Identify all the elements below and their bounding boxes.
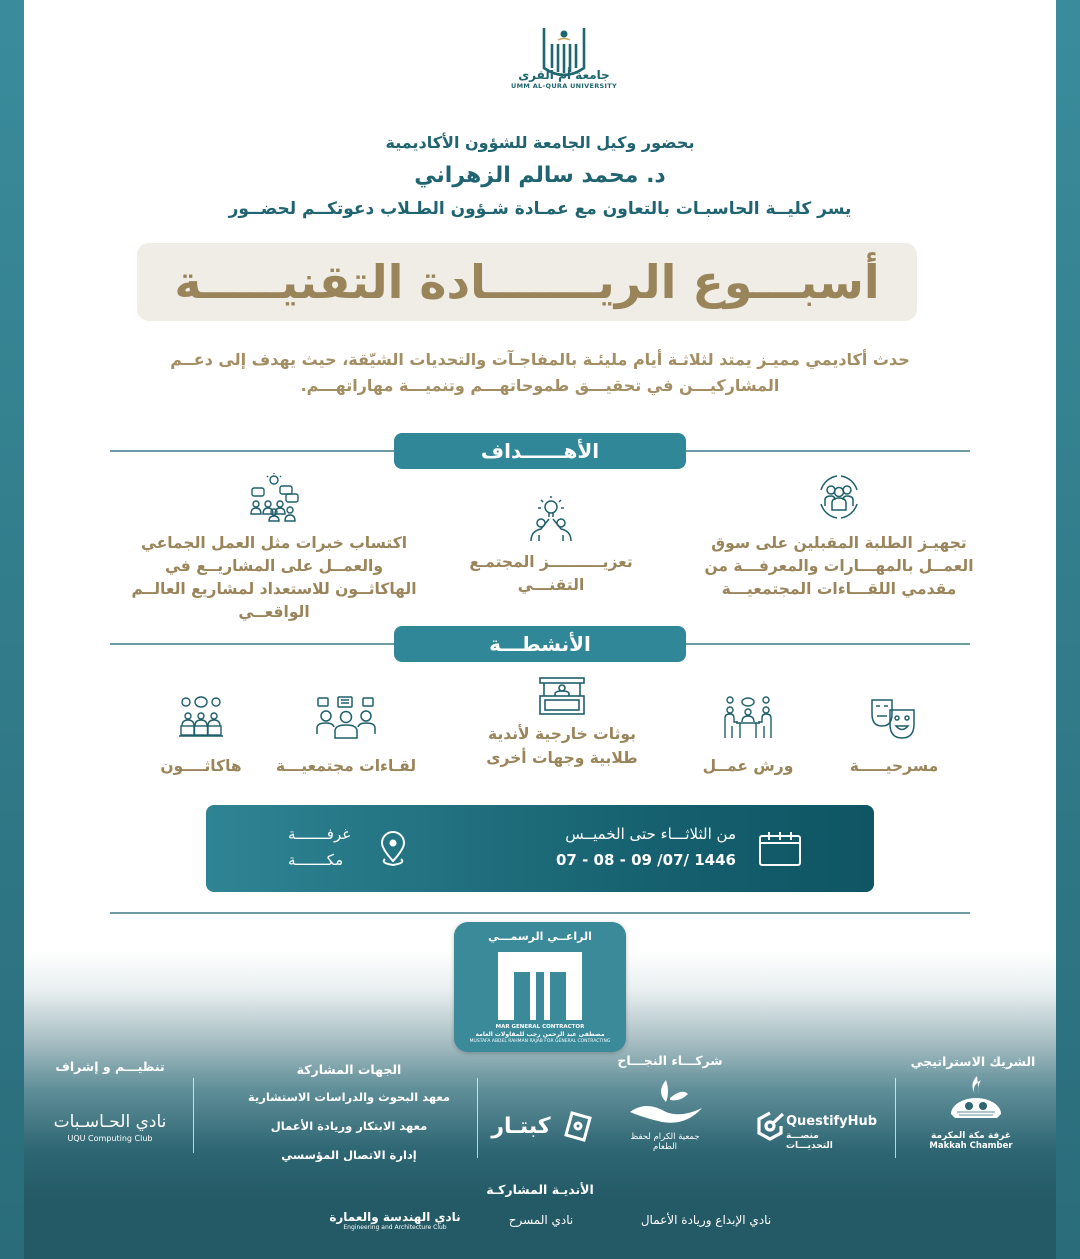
theater-masks-icon xyxy=(868,696,920,740)
activities-heading: الأنشطـــة xyxy=(394,626,686,662)
entity-item: معهد البحوث والدراسات الاستشارية xyxy=(247,1090,451,1104)
footer-separator xyxy=(895,1078,896,1158)
sponsor-name-ar: مصطفى عبد الرحمن رجب للمقاولات العامة xyxy=(475,1031,605,1038)
sponsor-divider xyxy=(110,912,970,914)
sponsor-name-en-full: MUSTAFA ABDEL RAHMAN RAJAB FOR GENERAL CONTRACTING xyxy=(469,1039,611,1044)
guest-name: د. محمد سالم الزهراني xyxy=(414,163,666,188)
team-cycle-icon xyxy=(811,472,867,522)
questifyhub-name: QuestifyHub xyxy=(786,1114,878,1129)
computing-club-name-en: UQU Computing Club xyxy=(67,1134,153,1143)
activity-text: مسرحيـــــة xyxy=(849,757,939,775)
questifyhub-subtitle: منصـــة التحديـــات xyxy=(786,1131,833,1151)
participating-entities-heading: الجهات المشاركة xyxy=(296,1062,402,1077)
attendance-line: بحضور وكيل الجامعة للشؤون الأكاديمية xyxy=(385,133,695,152)
location-pin-icon xyxy=(378,831,408,867)
computing-club-name-ar: نادي الحـاسـبات xyxy=(53,1112,167,1132)
club-item: نادي الإبداع وريادة الأعمال xyxy=(640,1213,772,1227)
kuttar-name: كبتـار xyxy=(491,1114,551,1139)
makkah-chamber-logo xyxy=(941,1074,1011,1132)
sponsor-name-en: MAR GENERAL CONTRACTOR xyxy=(495,1024,585,1030)
makkah-chamber-name-ar: غرفة مكة المكرمة xyxy=(931,1131,1011,1141)
entity-item: معهد الابتكار وريادة الأعمال xyxy=(270,1119,428,1133)
questifyhub-logo-icon xyxy=(756,1110,786,1142)
club-item: نادي المسرح xyxy=(508,1213,574,1227)
event-info-box xyxy=(206,805,874,892)
clubs-heading: الأنديـة المشاركـة xyxy=(486,1182,594,1197)
community-meeting-icon xyxy=(315,696,377,740)
official-sponsor-card xyxy=(454,922,626,1052)
logo-name-ar: جامعة أم القرى xyxy=(518,68,610,82)
hackathon-icon xyxy=(176,696,226,740)
organizer-heading: تنظيـــم و إشراف xyxy=(55,1059,165,1074)
activity-item xyxy=(256,696,436,778)
club-item-subtitle: Engineering and Architecture Club xyxy=(343,1224,447,1231)
makkah-chamber-name-en: Makkah Chamber xyxy=(929,1141,1013,1151)
activity-item xyxy=(136,696,266,778)
event-dates: 07 - 08 - 09 /07/ 1446 xyxy=(556,851,736,869)
activity-text: لقـاءات مجتمعيـــة xyxy=(275,757,417,775)
location-line-2: مكـــــــة xyxy=(288,851,344,869)
goal-text: تجهيـز الطلبة المقبلين على سوق العمــل بالمهـــارات والمعرفـــة من مقدمي اللقـــاءات المجتمعيـــة xyxy=(704,534,974,598)
kuttar-logo-icon xyxy=(562,1110,594,1144)
activity-text: هاكاثــــون xyxy=(160,757,242,775)
food-charity-name: جمعية الكرام لحفظ الطعام xyxy=(630,1132,700,1152)
booth-icon xyxy=(538,676,586,716)
goal-text: اكتساب خبرات مثل العمل الجماعي والعمــل على المشاريــع في الهاكاثــون للاستعداد لمشاريع العالــم الواقعــي xyxy=(131,534,417,621)
activity-text: ورش عمــل xyxy=(702,757,794,775)
activity-text: بوثات خارجية لأندية طلابية وجهات أخرى xyxy=(486,725,638,767)
sponsor-label: الراعــي الرسمـــي xyxy=(488,930,592,943)
food-charity-logo xyxy=(626,1078,706,1128)
calendar-icon xyxy=(758,831,802,867)
strategic-partner-heading: الشريك الاستراتيجي xyxy=(910,1054,1036,1069)
footer-separator xyxy=(193,1078,194,1153)
goal-item xyxy=(451,495,651,597)
idea-team-icon xyxy=(525,495,577,543)
frame-left-border xyxy=(0,0,24,1259)
success-partners-heading: شركـــاء النجـــاح xyxy=(617,1053,723,1068)
entity-item: إدارة الاتصال المؤسسي xyxy=(281,1148,417,1162)
goal-item xyxy=(704,472,974,601)
activity-item xyxy=(844,696,944,778)
goal-text: تعزيــــــــــز المجتمـع التقنـــي xyxy=(469,553,633,594)
poster xyxy=(24,0,1056,1259)
location-line-1: غرفـــــــة xyxy=(288,825,351,843)
frame-right-border xyxy=(1056,0,1080,1259)
sponsor-logo xyxy=(498,952,582,1022)
activity-item xyxy=(462,676,662,770)
workshop-icon xyxy=(722,696,774,740)
logo-name-en: UMM AL-QURA UNIVERSITY xyxy=(511,82,617,90)
goal-item xyxy=(124,472,424,624)
event-title: أسبـــوع الريـــــــادة التقنيـــــة xyxy=(137,243,917,321)
activity-item xyxy=(688,696,808,778)
event-days: من الثلاثـــاء حتى الخميــس xyxy=(565,825,736,843)
group-discussion-icon xyxy=(246,472,302,522)
footer-separator xyxy=(477,1078,478,1158)
club-item: نادي الهندسة والعمارة xyxy=(329,1210,461,1224)
event-description: حدث أكاديمي مميـز يمتد لثلاثـة أيام مليئـة بالمفاجـآت والتحديات الشيّقة، حيث يهدف إلى دعــم المشاركيـــن في تحقيـــق طموحاتهـــم وتنميـــة مهاراتهـــم. xyxy=(170,350,910,395)
goals-heading: الأهــــــداف xyxy=(394,433,686,469)
invitation-line: يسر كليــة الحاسبـات بالتعاون مع عمـادة شـؤون الطـلاب دعوتكــم لحضــور xyxy=(228,199,852,219)
